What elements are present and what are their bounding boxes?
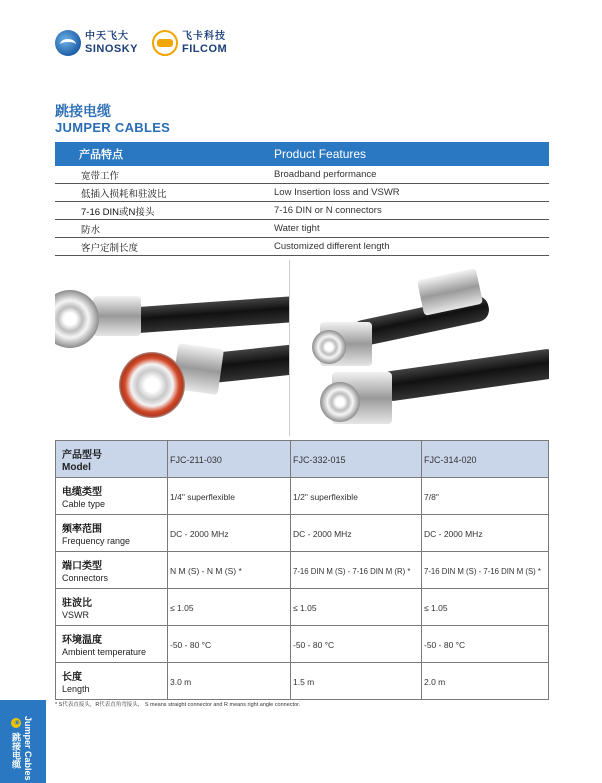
spec-value: N M (S) - N M (S) * <box>170 566 242 576</box>
filcom-name-en: FILCOM <box>182 42 228 55</box>
feature-row <box>55 166 549 184</box>
spec-value: 7-16 DIN M (S) - 7-16 DIN M (S) * <box>424 567 541 576</box>
filcom-logo-icon <box>152 30 178 56</box>
model-value: FJC-314-020 <box>424 455 477 465</box>
feature-row <box>55 202 549 220</box>
header-logos <box>55 28 241 58</box>
spec-value: ≤ 1.05 <box>170 603 194 613</box>
spec-value: 7/8" <box>424 492 439 502</box>
spec-row-vswr <box>56 589 549 626</box>
feature-cn: 防水 <box>81 224 101 236</box>
spec-value: -50 - 80 °C <box>170 640 212 650</box>
side-tab-number: ⑧ <box>13 719 20 727</box>
spec-label-cn: 环境温度 <box>62 635 102 646</box>
model-label-en: Model <box>62 461 91 473</box>
features-header-en: Product Features <box>274 147 367 161</box>
spec-value: ≤ 1.05 <box>293 603 317 613</box>
footnote: * S代表直接头，R代表直角弯接头， S means straight connector and R means right angle connector. <box>55 702 301 708</box>
spec-table <box>55 440 549 700</box>
sinosky-name-en: SINOSKY <box>85 42 139 55</box>
spec-value: ≤ 1.05 <box>424 603 448 613</box>
feature-en: Low Insertion loss and VSWR <box>274 187 400 198</box>
feature-en: 7-16 DIN or N connectors <box>274 205 382 216</box>
spec-value: DC - 2000 MHz <box>293 529 352 539</box>
filcom-logo <box>152 30 227 56</box>
spec-row-temperature <box>56 626 549 663</box>
sinosky-logo-icon <box>55 30 81 56</box>
feature-en: Broadband performance <box>274 169 377 180</box>
spec-label-cn: 电缆类型 <box>62 487 102 498</box>
spec-value: 2.0 m <box>424 677 446 687</box>
feature-cn: 客户定制长度 <box>81 242 139 254</box>
spec-label-en: VSWR <box>62 610 89 620</box>
features-header <box>55 142 549 166</box>
model-value: FJC-332-015 <box>293 455 346 465</box>
photo-straight-connectors <box>290 260 549 436</box>
feature-row <box>55 220 549 238</box>
page-title-cn: 跳接电缆 <box>55 103 111 119</box>
spec-label-cn: 频率范围 <box>62 524 102 535</box>
page-title-en: JUMPER CABLES <box>55 120 171 135</box>
spec-row-cable-type <box>56 478 549 515</box>
sinosky-logo <box>55 30 138 56</box>
feature-cn: 7-16 DIN或N接头 <box>81 206 155 218</box>
feature-en: Customized different length <box>274 241 390 252</box>
spec-label-cn: 端口类型 <box>62 561 102 572</box>
model-value: FJC-211-030 <box>170 455 222 465</box>
spec-label-en: Connectors <box>62 573 109 583</box>
spec-value: -50 - 80 °C <box>424 640 466 650</box>
feature-cn: 宽带工作 <box>81 170 120 182</box>
spec-value: 3.0 m <box>170 677 192 687</box>
feature-en: Water tight <box>274 223 320 234</box>
spec-label-cn: 驻波比 <box>62 598 92 609</box>
feature-row <box>55 184 549 202</box>
side-tab-text <box>10 716 34 783</box>
spec-row-frequency <box>56 515 549 552</box>
spec-value: 7-16 DIN M (S) - 7-16 DIN M (R) * <box>293 567 411 576</box>
feature-row <box>55 238 549 256</box>
spec-header-row <box>56 441 549 478</box>
spec-value: DC - 2000 MHz <box>424 529 483 539</box>
side-tab-en: Jumper Cables <box>23 716 33 781</box>
spec-value: 1/4" superflexible <box>170 492 235 502</box>
spec-label-en: Frequency range <box>62 536 131 546</box>
features-header-cn: 产品特点 <box>79 149 123 161</box>
product-photos <box>55 260 549 436</box>
feature-cn: 低插入损耗和驻波比 <box>81 188 167 200</box>
spec-row-connectors <box>56 552 549 589</box>
filcom-name-cn: 飞卡科技 <box>182 30 227 42</box>
spec-value: -50 - 80 °C <box>293 640 335 650</box>
features-table <box>55 142 549 256</box>
spec-value: 1/2" superflexible <box>293 492 358 502</box>
spec-label-cn: 长度 <box>62 672 82 683</box>
photo-angled-connector <box>55 260 290 436</box>
sinosky-name-cn: 中天飞大 <box>85 30 129 42</box>
spec-row-length <box>56 663 549 700</box>
side-tab-cn: 跳接电缆 <box>11 732 21 769</box>
spec-label-en: Length <box>62 684 90 694</box>
spec-value: DC - 2000 MHz <box>170 529 229 539</box>
model-label-cn: 产品型号 <box>62 449 102 461</box>
spec-label-en: Cable type <box>62 499 106 509</box>
spec-label-en: Ambient temperature <box>62 647 147 657</box>
model-label <box>56 441 168 478</box>
spec-value: 1.5 m <box>293 677 315 687</box>
